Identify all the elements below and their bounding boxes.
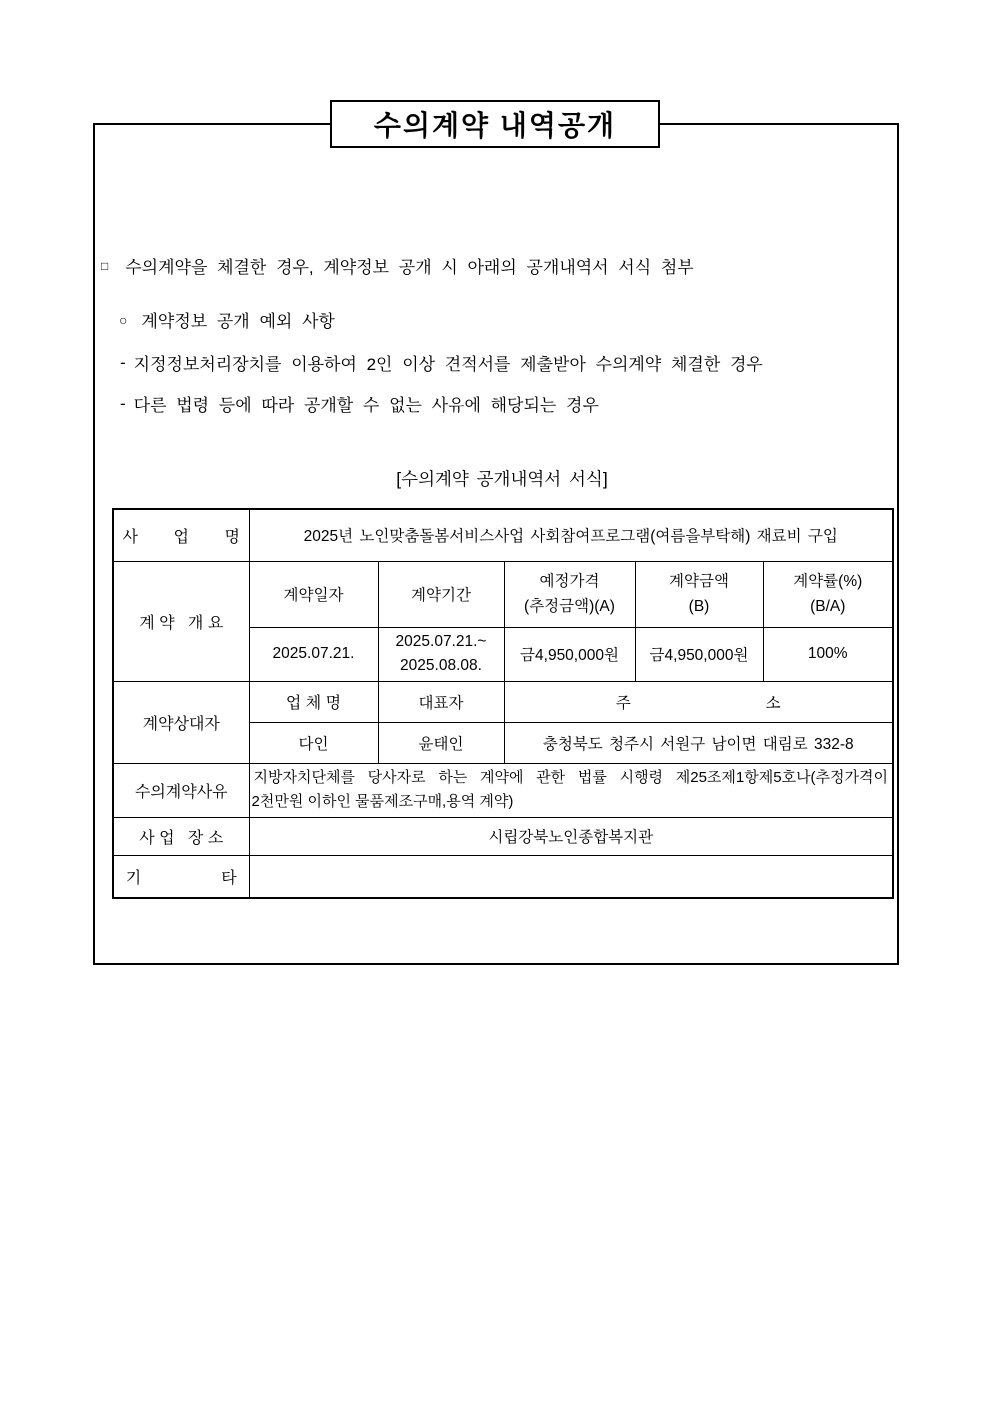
reason-value-line2: 2천만원 이하인 물품제조구매,용역 계약) bbox=[251, 793, 514, 810]
header-contract-rate-line2: (B/A) bbox=[810, 598, 846, 615]
header-company-name: 업 체 명 bbox=[249, 681, 378, 722]
note-text: 수의계약을 체결한 경우, 계약정보 공개 시 아래의 공개내역서 서식 첨부 bbox=[125, 258, 694, 277]
contract-date-value: 2025.07.21. bbox=[249, 627, 378, 681]
note-line-attachment bbox=[101, 253, 694, 278]
form-caption: [수의계약 공개내역서 서식] bbox=[396, 469, 608, 489]
location-value: 시립강북노인종합복지관 bbox=[249, 817, 893, 855]
table-row-etc bbox=[113, 855, 893, 898]
estimated-price-value: 금4,950,000원 bbox=[504, 627, 635, 681]
contract-amount-value: 금4,950,000원 bbox=[635, 627, 763, 681]
etc-value bbox=[249, 855, 893, 898]
location-label: 사 업 장 소 bbox=[113, 817, 249, 855]
header-contract-amount bbox=[635, 561, 763, 627]
header-address-char1: 주 bbox=[615, 694, 631, 712]
business-name-label: 사 업 명 bbox=[113, 509, 249, 561]
header-contract-rate bbox=[763, 561, 893, 627]
table-row-reason bbox=[113, 763, 893, 817]
contractor-label: 계약상대자 bbox=[113, 681, 249, 763]
header-address bbox=[504, 681, 893, 722]
reason-value bbox=[249, 763, 893, 817]
header-estimated-price-line2: (추정금액)(A) bbox=[524, 598, 615, 615]
header-representative: 대표자 bbox=[378, 681, 504, 722]
header-contract-period: 계약기간 bbox=[378, 561, 504, 627]
square-bullet-icon: □ bbox=[101, 258, 109, 273]
address-value: 충청북도 청주시 서원구 남이면 대림로 332-8 bbox=[504, 722, 893, 763]
header-contract-amount-line2: (B) bbox=[688, 598, 710, 615]
header-address-char2: 소 bbox=[765, 694, 781, 712]
etc-label: 기 타 bbox=[113, 855, 249, 898]
header-contract-date: 계약일자 bbox=[249, 561, 378, 627]
reason-value-line1: 지방자치단체를 당사자로 하는 계약에 관한 법률 시행령 제25조제1항제5호나(추정가격이 bbox=[253, 769, 889, 786]
contract-rate-value: 100% bbox=[763, 627, 893, 681]
circle-bullet-icon: ○ bbox=[119, 311, 128, 328]
representative-value: 윤태인 bbox=[378, 722, 504, 763]
table-row-business-name bbox=[113, 509, 893, 561]
reason-label: 수의계약사유 bbox=[113, 763, 249, 817]
note-text: 계약정보 공개 예외 사항 bbox=[141, 312, 335, 331]
header-contract-amount-line1: 계약금액 bbox=[669, 573, 729, 590]
note-text: 다른 법령 등에 따라 공개할 수 없는 사유에 해당되는 경우 bbox=[133, 396, 599, 415]
contract-period-value bbox=[378, 627, 504, 681]
header-contract-rate-line1: 계약률(%) bbox=[793, 573, 863, 590]
note-line-exceptions-heading bbox=[119, 307, 335, 332]
contract-period-start: 2025.07.21.~ bbox=[395, 633, 487, 650]
header-estimated-price-line1: 예정가격 bbox=[539, 573, 600, 590]
table-row-contractor-header bbox=[113, 681, 893, 722]
note-line-exception-2 bbox=[120, 391, 599, 416]
dash-bullet-icon: - bbox=[120, 393, 126, 413]
company-name-value: 다인 bbox=[249, 722, 378, 763]
page-title: 수의계약 내역공개 bbox=[373, 110, 617, 141]
dash-bullet-icon: - bbox=[120, 352, 126, 372]
contract-period-end: 2025.08.08. bbox=[400, 657, 482, 674]
note-line-exception-1 bbox=[120, 350, 763, 375]
header-estimated-price bbox=[504, 561, 635, 627]
note-text: 지정정보처리장치를 이용하여 2인 이상 견적서를 제출받아 수의계약 체결한 경우 bbox=[133, 355, 763, 374]
overview-label: 계 약 개 요 bbox=[113, 561, 249, 681]
contract-disclosure-table bbox=[112, 508, 894, 899]
document-title-box bbox=[330, 100, 660, 148]
table-row-overview-header bbox=[113, 561, 893, 627]
business-name-value: 2025년 노인맞춤돌봄서비스사업 사회참여프로그램(여름을부탁해) 재료비 구입 bbox=[249, 509, 893, 561]
table-row-location bbox=[113, 817, 893, 855]
